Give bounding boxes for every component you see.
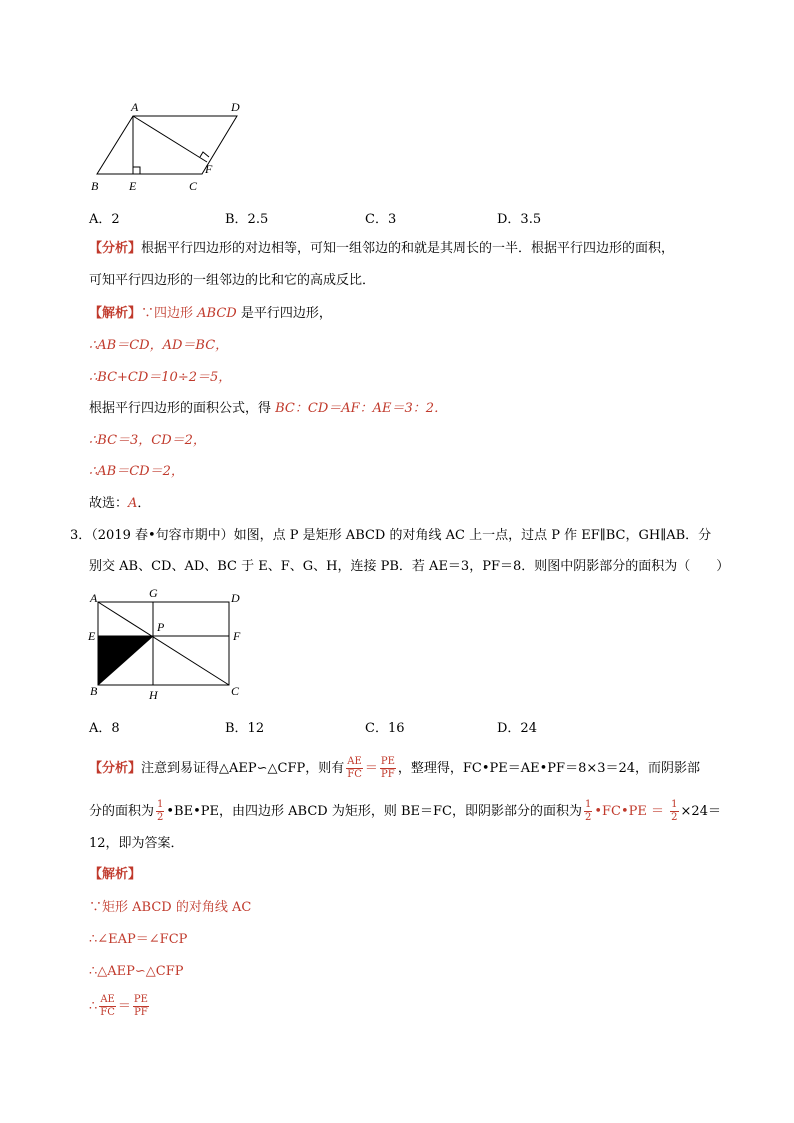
option-d: D．3.5 <box>497 212 542 227</box>
solution-text-tail: ． <box>137 496 151 511</box>
solution-3-line-3: ∴△AEP∽△CFP <box>89 964 184 979</box>
analysis-1-line-2: 可知平行四边形的一组邻边的比和它的高成反比． <box>89 273 376 288</box>
solution-text: 故选： <box>89 496 129 511</box>
solution-text-tail: 是平行四边形， <box>236 306 332 321</box>
label-f: F <box>205 162 213 176</box>
option-d: D．24 <box>497 721 537 736</box>
solution-3-line-4 <box>89 990 151 1024</box>
analysis-tag: 【分析】 <box>89 241 142 256</box>
fraction-denominator: 2 <box>157 812 164 823</box>
solution-1-line-3: ∴BC+CD＝10÷2＝5， <box>89 370 232 385</box>
question-3-line-1: 3．（2019 春•句容市期中）如图，点 P 是矩形 ABCD 的对角线 AC 上一点，过点 P 作 EF∥BC，GH∥AB．分 <box>70 528 712 543</box>
label-c: C <box>189 179 198 193</box>
solution-3-line-1: ∵矩形 ABCD 的对角线 AC <box>89 900 252 915</box>
fraction-pe-pf <box>380 756 396 781</box>
option-b: B．12 <box>225 721 265 736</box>
solution-text-ital: A <box>128 496 138 511</box>
analysis-1-line-1 <box>89 240 674 258</box>
analysis-text: ×24＝ <box>680 804 721 819</box>
answer-options-3 <box>89 717 689 735</box>
solution-1-line-7 <box>89 495 150 513</box>
label-a: A <box>90 591 98 605</box>
answer-options-1 <box>89 208 689 226</box>
analysis-3-line-1 <box>89 756 700 782</box>
label-d: D <box>231 100 240 114</box>
analysis-text: 根据平行四边形的对边相等，可知一组邻边的和就是其周长的一半．根据平行四边形的面积， <box>141 241 675 256</box>
fraction-numerator: PE <box>380 756 395 767</box>
fraction-numerator: 1 <box>157 799 164 810</box>
right-angle-e <box>133 167 140 174</box>
fraction-half <box>156 799 164 824</box>
analysis-3-line-3: 12，即为答案． <box>89 836 184 851</box>
solution-text: ∵四边形 <box>141 306 198 321</box>
analysis-text: 分的面积为 <box>89 804 155 819</box>
label-d: D <box>231 591 240 605</box>
fraction-denominator: FC <box>100 1007 115 1018</box>
height-af <box>133 116 207 162</box>
fraction-numerator: AE <box>347 756 362 767</box>
option-a: A．2 <box>89 212 120 227</box>
parallelogram-figure <box>85 96 255 196</box>
fraction-denominator: PF <box>381 769 395 780</box>
label-h: H <box>149 688 158 702</box>
fraction-pe-pf <box>133 994 149 1019</box>
solution-3-line-2: ∴∠EAP＝∠FCP <box>89 932 188 947</box>
label-p: P <box>157 620 165 634</box>
solution-tag: 【解析】 <box>89 306 142 321</box>
label-b: B <box>91 179 99 193</box>
equals-sign: ＝ <box>117 999 131 1014</box>
fraction-numerator: 1 <box>671 799 678 810</box>
label-f: F <box>233 629 241 643</box>
solution-text-ital: ABCD <box>197 306 237 321</box>
fraction-denominator: 2 <box>671 812 678 823</box>
label-a: A <box>131 100 139 114</box>
fraction-ae-fc <box>99 994 116 1019</box>
solution-3-tag: 【解析】 <box>89 867 142 882</box>
label-e: E <box>129 179 137 193</box>
label-g: G <box>149 586 158 600</box>
label-e: E <box>88 629 96 643</box>
solution-1-line-2: ∴AB＝CD，AD＝BC， <box>89 338 229 353</box>
therefore-sign: ∴ <box>89 999 98 1014</box>
fraction-denominator: 2 <box>584 812 592 823</box>
fraction-half <box>584 799 592 824</box>
analysis-text: 注意到易证得△AEP∽△CFP，则有 <box>141 761 345 776</box>
parallelogram-outline <box>97 116 237 174</box>
solution-1-line-1 <box>89 305 332 323</box>
option-b: B．2.5 <box>225 212 269 227</box>
analysis-tag: 【分析】 <box>89 761 142 776</box>
solution-1-line-4 <box>89 400 447 418</box>
analysis-3-line-2 <box>89 799 721 825</box>
label-b: B <box>90 684 98 698</box>
solution-1-line-5: ∴BC＝3，CD＝2， <box>89 433 206 448</box>
analysis-text: •FC•PE ＝ <box>594 804 669 819</box>
analysis-text-tail: ，整理得，FC•PE＝AE•PF＝8×3＝24，而阴影部 <box>397 761 701 776</box>
fraction-numerator: 1 <box>584 799 592 810</box>
option-c: C．16 <box>365 721 405 736</box>
fraction-numerator: PE <box>133 994 148 1005</box>
option-c: C．3 <box>365 212 397 227</box>
right-angle-f <box>200 152 209 157</box>
equals-sign: ＝ <box>364 761 378 776</box>
fraction-numerator: AE <box>100 994 115 1005</box>
question-3-line-2: 别交 AB、CD、AD、BC 于 E、F、G、H，连接 PB．若 AE＝3，PF＝8．则图中阴影部分的面积为（ ） <box>89 559 730 574</box>
solution-text-ital: BC：CD＝AF：AE＝3：2． <box>275 401 448 416</box>
option-a: A．8 <box>89 721 120 736</box>
rectangle-figure <box>85 585 255 703</box>
fraction-denominator: PF <box>134 1007 148 1018</box>
analysis-text: •BE•PE，由四边形 ABCD 为矩形，则 BE＝FC，即阴影部分的面积为 <box>166 804 582 819</box>
fraction-denominator: FC <box>347 769 362 780</box>
fraction-half <box>670 799 678 824</box>
fraction-ae-fc <box>346 756 363 781</box>
solution-1-line-6: ∴AB＝CD＝2， <box>89 464 184 479</box>
label-c: C <box>231 684 240 698</box>
solution-text: 根据平行四边形的面积公式，得 <box>89 401 276 416</box>
